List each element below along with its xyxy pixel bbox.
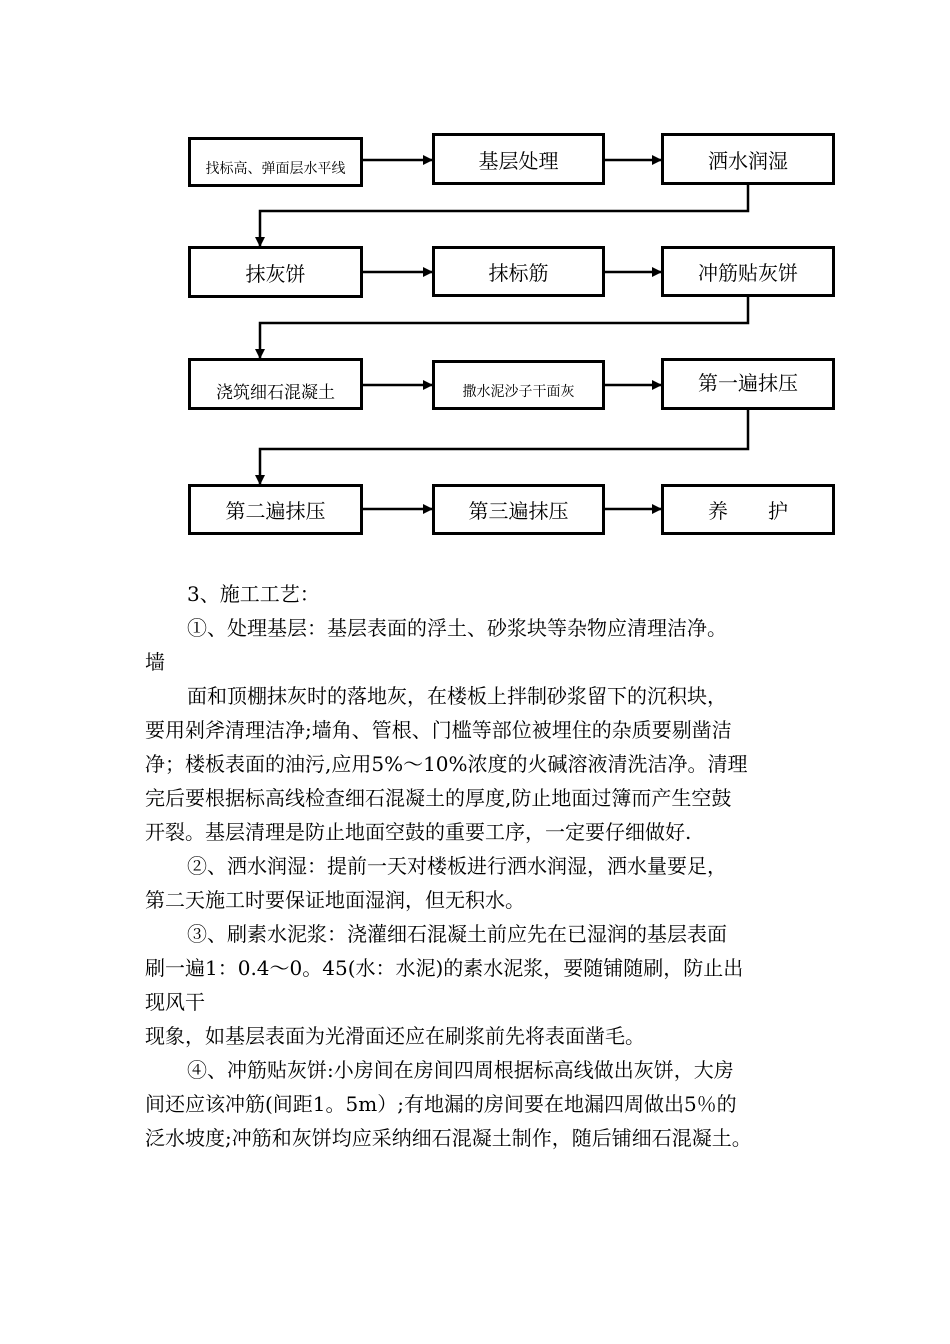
flow-step-second-trowel: 第二遍抹压 bbox=[188, 484, 363, 535]
flow-step-dry-cement-sand: 撒水泥沙子干面灰 bbox=[432, 360, 605, 410]
section-heading: 3、施工工艺： bbox=[187, 582, 320, 606]
flow-step-plaster-cake: 抹灰饼 bbox=[188, 246, 363, 298]
flow-step-screed-cake: 冲筋贴灰饼 bbox=[661, 246, 835, 297]
paragraph-line: 泛水坡度;冲筋和灰饼均应采纳细石混凝土制作，随后铺细石混凝土。 bbox=[145, 1126, 752, 1150]
paragraph-line: 面和顶棚抹灰时的落地灰，在楼板上拌制砂浆留下的沉积块， bbox=[187, 684, 727, 708]
paragraph-line: ④、冲筋贴灰饼:小房间在房间四周根据标高线做出灰饼，大房 bbox=[187, 1058, 734, 1082]
connector-row3-row4 bbox=[260, 409, 748, 484]
paragraph-line: 第二天施工时要保证地面湿润，但无积水。 bbox=[145, 888, 525, 912]
paragraph-line: 要用剁斧清理洁净;墙角、管根、门槛等部位被埋住的杂质要剔凿洁 bbox=[145, 718, 732, 742]
flow-step-find-level: 找标高、弹面层水平线 bbox=[188, 137, 363, 187]
paragraph-line: 现风干 bbox=[145, 990, 205, 1014]
flow-step-sprinkle-water: 洒水润湿 bbox=[661, 133, 835, 185]
flow-step-curing: 养 护 bbox=[661, 484, 835, 535]
connector-row2-row3 bbox=[260, 297, 748, 358]
paragraph-line: 间还应该冲筋(间距1。5m）;有地漏的房间要在地漏四周做出5％的 bbox=[145, 1092, 737, 1116]
flow-step-plaster-rib: 抹标筋 bbox=[432, 246, 605, 297]
paragraph-line: 现象，如基层表面为光滑面还应在刷浆前先将表面凿毛。 bbox=[145, 1024, 645, 1048]
paragraph-line: 净；楼板表面的油污,应用5%～10%浓度的火碱溶液清洗洁净。清理 bbox=[145, 752, 748, 776]
paragraph-line: 完后要根据标高线检查细石混凝土的厚度,防止地面过簿而产生空鼓 bbox=[145, 786, 732, 810]
section-body bbox=[145, 577, 825, 1155]
flow-step-pour-concrete: 浇筑细石混凝土 bbox=[188, 358, 363, 410]
paragraph-line: 开裂。基层清理是防止地面空鼓的重要工序，一定要仔细做好. bbox=[145, 820, 692, 844]
paragraph-line: ③、刷素水泥浆：浇灌细石混凝土前应先在已湿润的基层表面 bbox=[187, 922, 727, 946]
flow-step-base-treatment: 基层处理 bbox=[432, 133, 605, 185]
paragraph-line: 刷一遍1：0.4～0。45(水：水泥)的素水泥浆，要随铺随刷，防止出 bbox=[145, 956, 744, 980]
flow-step-third-trowel: 第三遍抹压 bbox=[432, 484, 605, 535]
paragraph-line: ②、洒水润湿：提前一天对楼板进行洒水润湿，洒水量要足， bbox=[187, 854, 727, 878]
connector-row1-row2 bbox=[260, 185, 748, 246]
paragraph-line: ①、处理基层：基层表面的浮土、砂浆块等杂物应清理洁净。 bbox=[187, 616, 727, 640]
paragraph-line: 墙 bbox=[145, 650, 165, 674]
flow-step-first-trowel: 第一遍抹压 bbox=[661, 358, 835, 410]
